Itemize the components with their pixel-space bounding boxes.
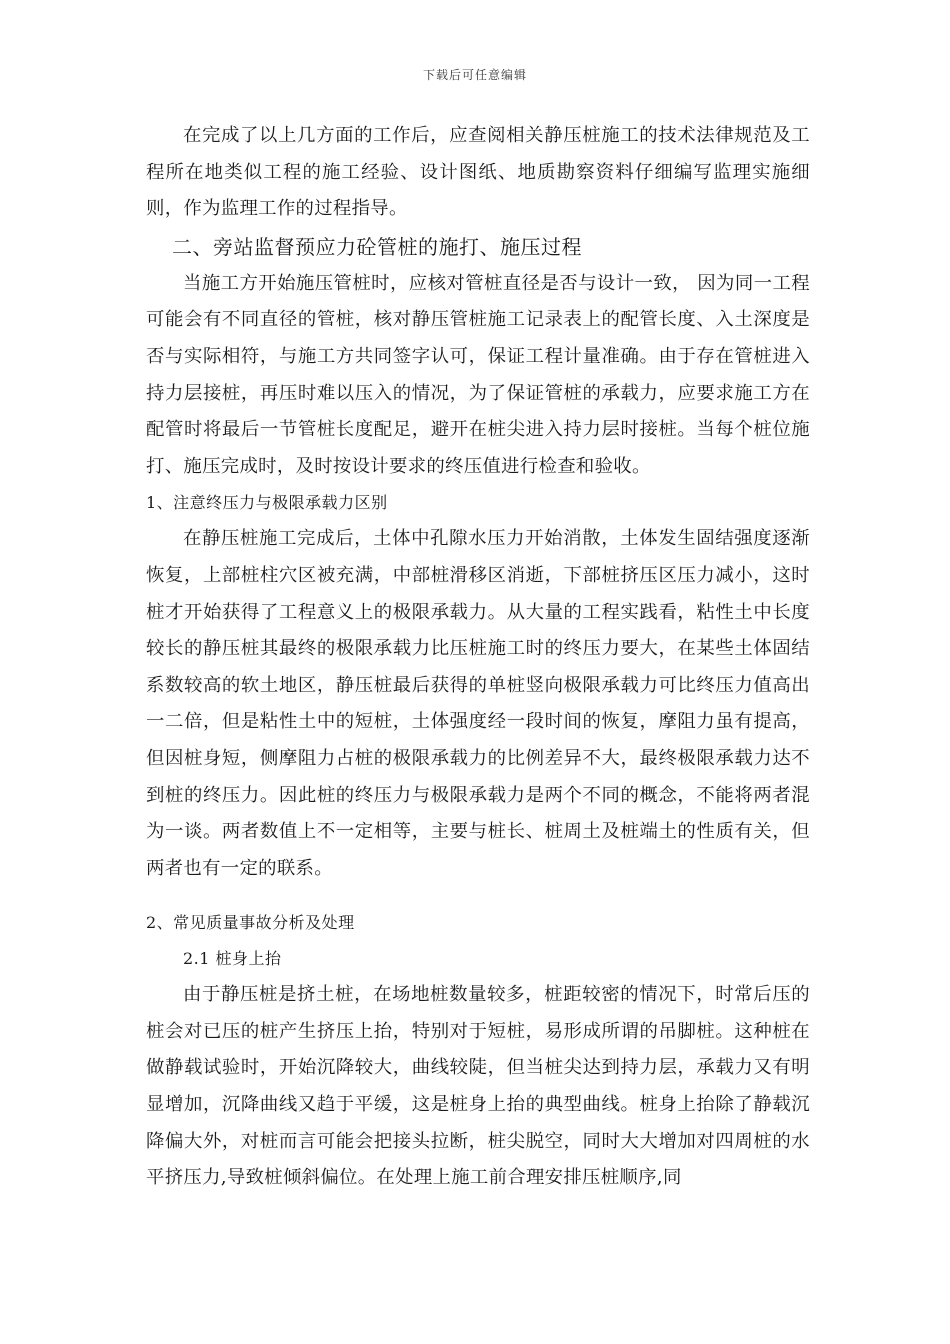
paragraph-pile-uplift: 由于静压桩是挤土桩，在场地桩数量较多，桩距较密的情况下，时常后压的桩会对已压的桩产生挤压上抬，特别对于短桩，易形成所谓的吊脚桩。这种桩在做静载试验时，开始沉降较大，曲线较陡，但当桩尖达到持力层，承载力又有明显增加，沉降曲线又趋于平缓，这是桩身上抬的典型曲线。桩身上抬除了静载沉降偏大外，对桩而言可能会把接头拉断，桩尖脱空，同时大大增加对四周桩的水平挤压力,导致桩倾斜偏位。在处理上施工前合理安排压桩顺序,同	[146, 984, 810, 1189]
subheading-2-1: 2.1 桩身上抬	[183, 949, 282, 969]
paragraph-intro: 在完成了以上几方面的工作后，应查阅相关静压桩施工的技术法律规范及工程所在地类似工程的施工经验、设计图纸、地质勘察资料仔细编写监理实施细则，作为监理工作的过程指导。	[146, 125, 810, 220]
subheading-2: 2、常见质量事故分析及处理	[146, 913, 355, 933]
paragraph-pile-pressing: 当施工方开始施压管桩时，应核对管桩直径是否与设计一致， 因为同一工程可能会有不同直径的管桩，核对静压管桩施工记录表上的配管长度、入土深度是否与实际相符，与施工方共同签字认可，保证工程计量准确。由于存在管桩进入持力层接桩，再压时难以压入的情况，为了保证管桩的承载力，应要求施工方在配管时将最后一节管桩长度配足，避开在桩尖进入持力层时接桩。当每个桩位施打、施压完成时，及时按设计要求的终压值进行检查和验收。	[146, 272, 810, 477]
subheading-1: 1、注意终压力与极限承载力区别	[146, 493, 388, 513]
spacer	[146, 887, 810, 905]
document-body	[146, 118, 810, 1197]
section-heading-2: 二、旁站监督预应力砼管桩的施打、施压过程	[172, 234, 582, 259]
paragraph-bearing-capacity: 在静压桩施工完成后，土体中孔隙水压力开始消散，土体发生固结强度逐渐恢复，上部桩柱穴区被充满，中部桩滑移区消逝，下部桩挤压区压力减小，这时桩才开始获得了工程意义上的极限承载力。从大量的工程实践看，粘性土中长度较长的静压桩其最终的极限承载力比压桩施工时的终压力要大，在某些土体固结系数较高的软土地区，静压桩最后获得的单桩竖向极限承载力可比终压力值高出一二倍，但是粘性土中的短桩，土体强度经一段时间的恢复，摩阻力虽有提高，但因桩身短，侧摩阻力占桩的极限承载力的比例差异不大，最终极限承载力达不到桩的终压力。因此桩的终压力与极限承载力是两个不同的概念，不能将两者混为一谈。两者数值上不一定相等，主要与桩长、桩周土及桩端土的性质有关，但两者也有一定的联系。	[146, 528, 810, 879]
page-header: 下载后可任意编辑	[422, 68, 527, 82]
